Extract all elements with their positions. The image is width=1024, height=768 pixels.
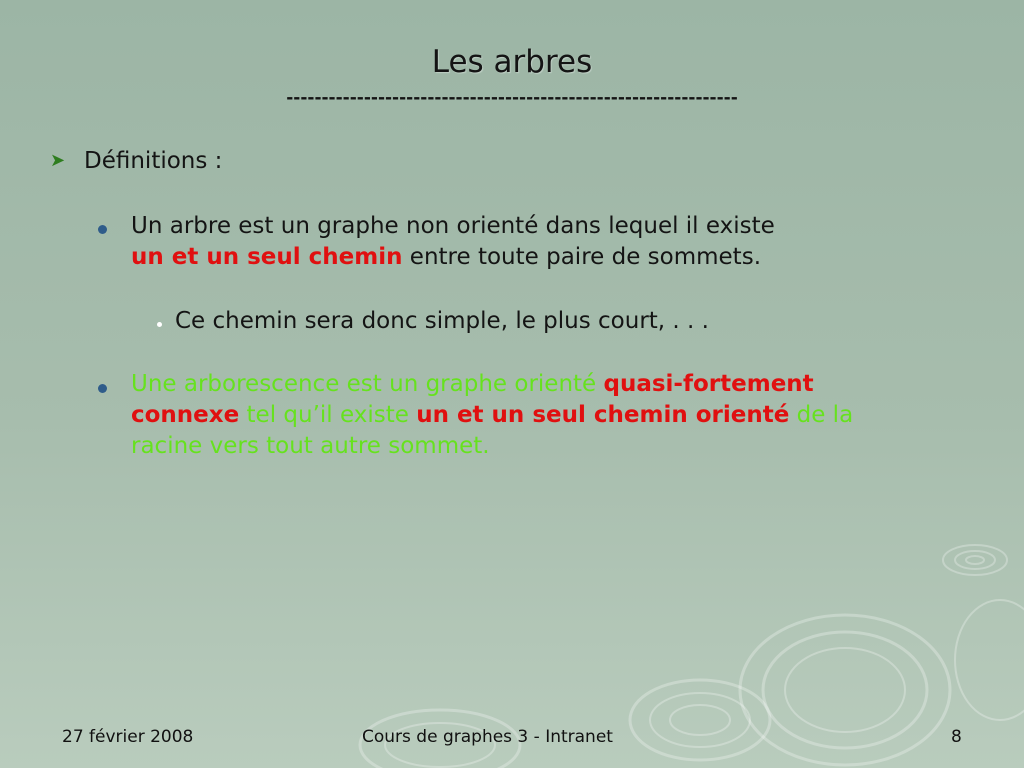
arborescence-line3: racine vers tout autre sommet.: [131, 433, 490, 459]
tree-definition: [131, 211, 775, 273]
dot-bullet-icon: [98, 225, 107, 234]
tree-definition-line2-rest: entre toute paire de sommets.: [402, 244, 761, 270]
quasi-strongly-emphasis: quasi-fortement: [603, 371, 814, 397]
page-number: 8: [951, 727, 962, 747]
slide-title: Les arbres: [431, 44, 593, 80]
connected-emphasis: connexe: [131, 402, 240, 428]
arborescence-line2: [131, 400, 853, 431]
title-underline: ----------------------------------------------------------------: [286, 88, 738, 108]
footer-date: 27 février 2008: [62, 727, 194, 747]
dot-bullet-icon: [98, 384, 107, 393]
definitions-heading: [50, 148, 222, 174]
oriented-path-emphasis: un et un seul chemin orienté: [416, 402, 790, 428]
definitions-label: Définitions :: [84, 148, 223, 174]
arrow-icon: ➤: [50, 150, 66, 171]
arborescence-line2-green1: tel qu’il existe: [239, 402, 417, 428]
arborescence-definition: [131, 369, 853, 462]
unique-path-emphasis: un et un seul chemin: [131, 244, 403, 270]
arborescence-line2-green2: de la: [789, 402, 854, 428]
tree-definition-line1: Un arbre est un graphe non orienté dans lequel il existe: [131, 213, 775, 239]
arborescence-line1-green: Une arborescence est un graphe orienté: [131, 371, 604, 397]
footer-course: Cours de graphes 3 - Intranet: [362, 727, 613, 747]
tree-definition-line2: [131, 242, 775, 273]
path-property-note: Ce chemin sera donc simple, le plus court, . . .: [175, 308, 709, 334]
sub-bullet-icon: [157, 322, 162, 327]
arborescence-line1: [131, 369, 853, 400]
